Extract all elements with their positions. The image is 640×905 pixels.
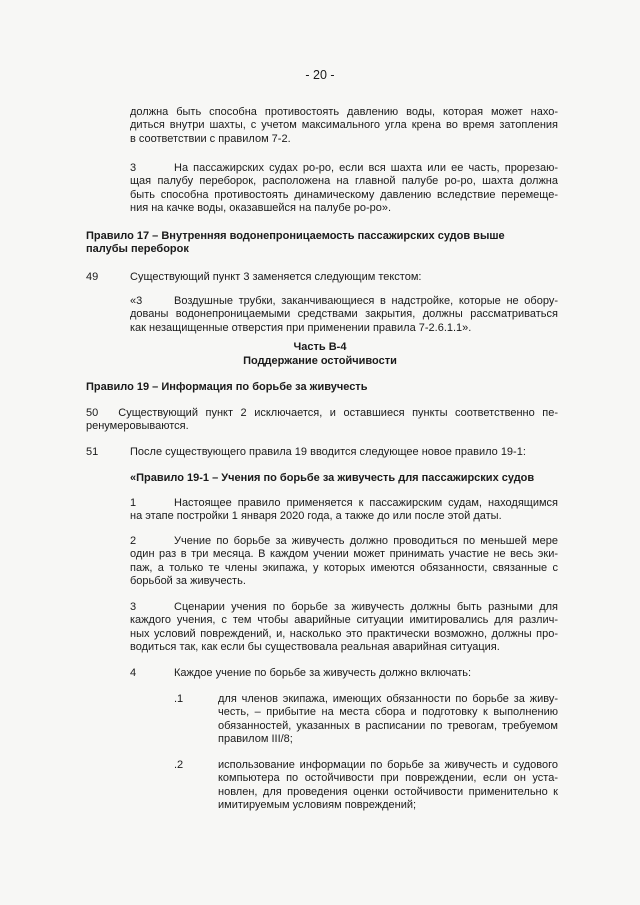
text-line: должна быть способна противостоять давлению воды, которая может нахо- [130,106,558,118]
item-51-text: После существующего правила 19 вводится следующее новое правило 19-1: [130,446,526,458]
item-number: 50 [86,407,99,419]
item-number: 49 [86,271,99,283]
paragraph-roro [130,162,558,216]
text-line: имитируемым условиям повреждений; [218,799,417,812]
heading-rule-19: Правило 19 – Информация по борьбе за живучесть [86,381,368,393]
text-line: правилом III/8; [218,733,293,746]
text-line: для членов экипажа, имеющих обязанности по борьбе за живу- [218,693,558,705]
text-line: Настоящее правило применяется к пассажирским судам, находящимся [174,497,558,509]
text-line: Воздушные трубки, заканчивающиеся в надстройке, которые не обору- [174,295,558,307]
text-line: паж, а только те члены экипажа, у которых имеются обязанности, связанные с [130,561,558,574]
text-line: ния на качке воды, оказавшейся на палубе ро-ро». [130,202,392,215]
text-line: Учение по борьбе за живучесть должно проводиться по меньшей мере [174,535,558,547]
paragraph-number: 4 [130,667,137,679]
text-line: ренумеровываются. [86,420,189,433]
part-subtitle: Поддержание остойчивости [243,355,397,367]
text-line: компьютера по остойчивости при повреждении, если он уста- [218,772,558,785]
subitem-2 [218,759,558,813]
text-line: честь, – прибытие на места сбора и подготовку к выполнению [218,706,558,719]
paragraph-number: 2 [130,535,137,547]
subitem-number: .1 [174,693,184,705]
text-line: использование информации по борьбе за живучесть и судового [218,759,558,771]
text-line: диться внутри шахты, с учетом максимального угла крена во время затопления [130,119,558,132]
text-line [86,407,558,420]
heading-rule-17 [86,230,558,257]
text-line: каждого учения, с тем чтобы аварийные ситуации имитировались для различ- [130,614,558,627]
text-line: Сценарии учения по борьбе за живучесть должны быть разными для [174,601,558,613]
paragraph-rule-2 [130,535,558,589]
text-line: в соответствии с правилом 7-2. [130,132,291,145]
text-line: водиться так, как если бы существовала реальная аварийная ситуация. [130,641,500,654]
text-line: как незащищенные отверстия при применении правила 7-2.6.1.1». [130,321,472,334]
subitem-1 [218,693,558,747]
item-number: 51 [86,446,99,458]
text-line: новлен, для проведения оценки остойчивости применительно к [218,785,558,798]
text-line: ных условий повреждений, и, насколько это практически возможно, должны про- [130,627,558,640]
item-50 [86,407,558,434]
paragraph-air-pipes [130,295,558,335]
heading-line: Правило 17 – Внутренняя водонепроницаемость пассажирских судов выше [86,230,505,242]
text-line: дованы водонепроницаемыми средствами закрытия, должны рассматриваться [130,308,558,321]
subitem-number: .2 [174,759,184,771]
text-line: один раз в три месяца. В каждом учении может принимать участие не весь эки- [130,548,558,561]
text-segment: Существующий пункт 2 исключается, и оставшиеся пункты соответственно пе- [118,407,558,419]
paragraph-rule-1 [130,497,558,524]
paragraph-continuation [130,106,558,146]
paragraph-rule-4: Каждое учение по борьбе за живучесть должно включать: [174,667,472,679]
text-line: быть способна противостоять динамическому давлению вследствие перемеще- [130,188,558,201]
page-number: - 20 - [305,68,335,82]
text-line: обязанностей, указанных в расписании по тревогам, требуемом [218,719,558,732]
paragraph-number: 1 [130,497,137,509]
text-line: На пассажирских судах ро-ро, если вся шахта или ее часть, прорезаю- [174,162,558,174]
heading-rule-19-1: «Правило 19-1 – Учения по борьбе за живучесть для пассажирских судов [130,472,535,484]
text-line: борьбой за живучесть. [130,575,246,588]
heading-line: палубы переборок [86,243,189,256]
paragraph-number: «3 [130,295,143,307]
text-line: щая палубу переборок, расположена на главной палубе ро-ро, шахта должна [130,175,558,188]
item-49-text: Существующий пункт 3 заменяется следующим текстом: [130,271,422,283]
paragraph-rule-3 [130,601,558,655]
text-line: на этапе постройки 1 января 2020 года, а также до или после этой даты. [130,510,502,523]
paragraph-number: 3 [130,162,137,174]
part-title: Часть B-4 [293,341,347,353]
paragraph-number: 3 [130,601,137,613]
